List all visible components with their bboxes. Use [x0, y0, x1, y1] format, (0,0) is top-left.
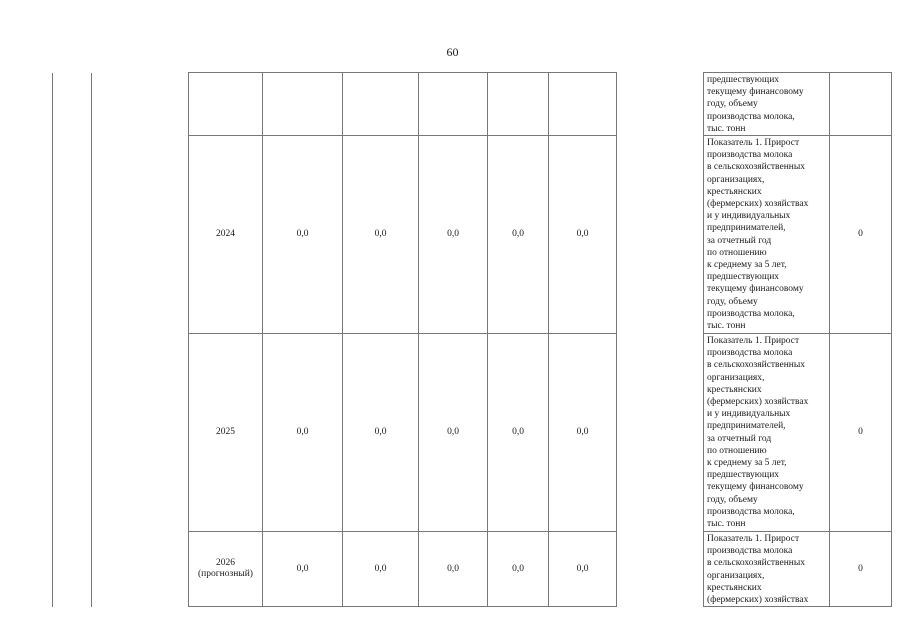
- value-cell: 0,0: [263, 136, 343, 334]
- year-note: (прогнозный): [198, 569, 253, 580]
- year-cell: [189, 532, 263, 607]
- measure-name-cell: [92, 73, 189, 607]
- year-label: 2026: [216, 558, 235, 569]
- value-cell: 0,0: [419, 334, 488, 532]
- value-cell: [263, 73, 343, 136]
- value-cell: [343, 73, 419, 136]
- year-cell: 2025: [189, 334, 263, 532]
- value-cell: 0,0: [419, 532, 488, 607]
- value-cell: 0,0: [343, 136, 419, 334]
- target-cell: 0: [830, 532, 892, 607]
- program-indicators-table: [52, 72, 892, 607]
- value-cell: 0,0: [488, 532, 549, 607]
- value-cell: 0,0: [263, 334, 343, 532]
- table-row: [53, 73, 892, 136]
- indicator-cell: Показатель 1. Прирост производства молока в сельскохозяйственных организациях, крестьянских (фермерских) хозяйствах: [704, 532, 830, 607]
- value-cell: [488, 73, 549, 136]
- year-cell: [189, 73, 263, 136]
- indicator-cell: Показатель 1. Прирост производства молока в сельскохозяйственных организациях, крестьянских (фермерских) хозяйствах и у индивидуальных предпринимателей, за отчетный год по отношению к среднему за 5 лет, предшествующих текущему финансовому году, объему производства молока, тыс. тонн: [704, 334, 830, 532]
- value-cell: 0,0: [419, 136, 488, 334]
- value-cell: 0,0: [488, 136, 549, 334]
- value-cell: 0,0: [549, 532, 617, 607]
- value-cell: 0,0: [488, 334, 549, 532]
- value-cell: 0,0: [549, 334, 617, 532]
- indicator-cell: Показатель 1. Прирост производства молока в сельскохозяйственных организациях, крестьянских (фермерских) хозяйствах и у индивидуальных предпринимателей, за отчетный год по отношению к среднему за 5 лет, предшествующих текущему финансовому году, объему производства молока, тыс. тонн: [704, 136, 830, 334]
- indicator-cell: предшествующих текущему финансовому году, объему производства молока, тыс. тонн: [704, 73, 830, 136]
- value-cell: 0,0: [549, 136, 617, 334]
- year-cell: 2024: [189, 136, 263, 334]
- value-cell: 0,0: [343, 532, 419, 607]
- value-cell: 0,0: [263, 532, 343, 607]
- row-number-cell: [53, 73, 92, 607]
- value-cell: [419, 73, 488, 136]
- page-number: 60: [446, 45, 459, 59]
- executor-cell: [617, 73, 704, 607]
- value-cell: [549, 73, 617, 136]
- target-cell: 0: [830, 136, 892, 334]
- target-cell: [830, 73, 892, 136]
- target-cell: 0: [830, 334, 892, 532]
- value-cell: 0,0: [343, 334, 419, 532]
